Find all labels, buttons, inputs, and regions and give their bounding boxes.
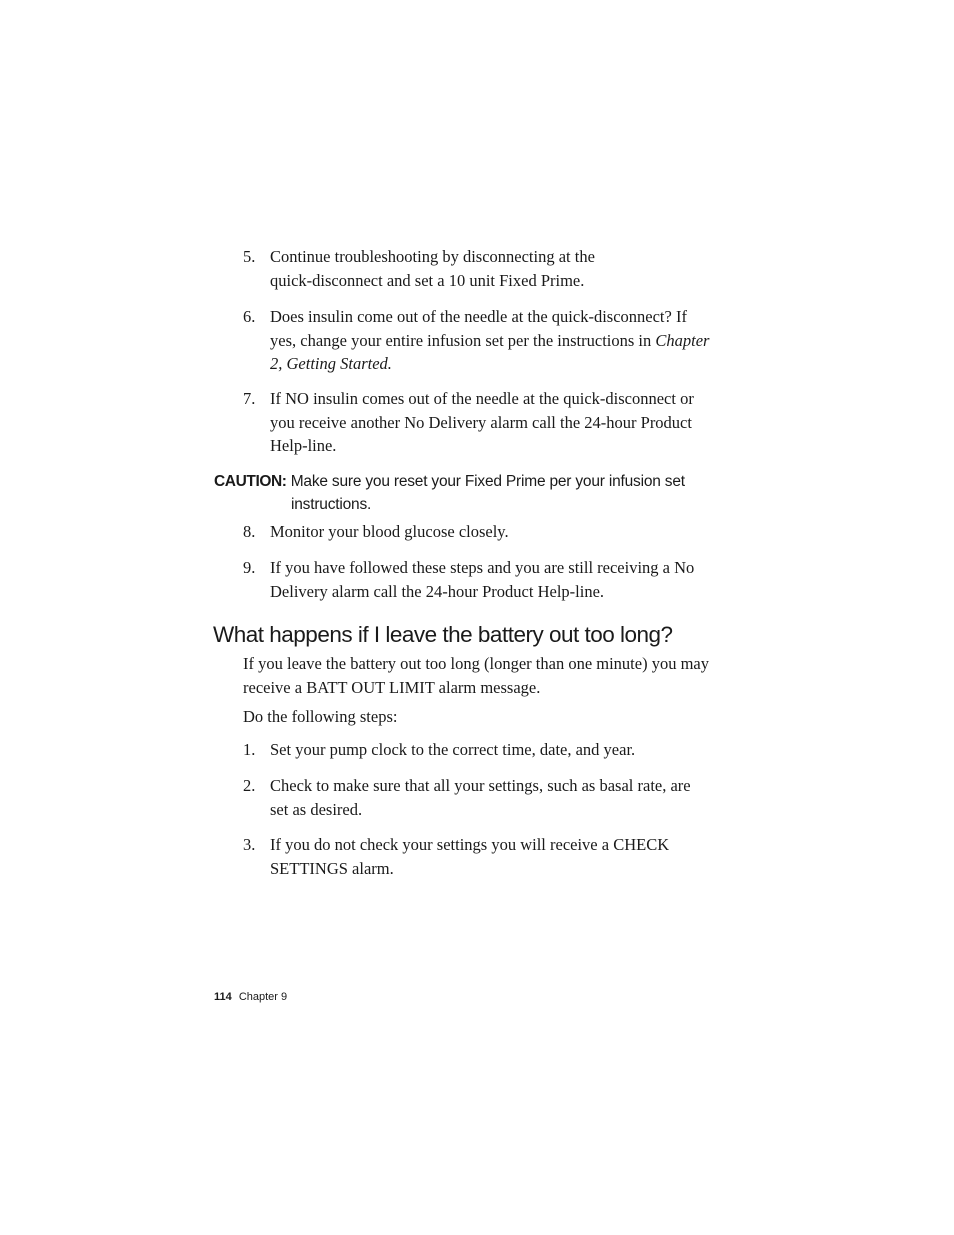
list-item <box>243 556 723 603</box>
step-text: If NO insulin comes out of the needle at the quick-disconnect or you receive another No Delivery alarm call the 24-hour Product Help-line. <box>270 389 694 455</box>
step-number: 9. <box>243 558 256 577</box>
step-text: Does insulin come out of the needle at the quick-disconnect? If yes, change your entire infusion set per the instructions in <box>270 307 687 350</box>
step-text: Check to make sure that all your settings, such as basal rate, are set as desired. <box>270 776 691 819</box>
step-text: If you have followed these steps and you are still receiving a No Delivery alarm call the 24-hour Product Help-line. <box>270 558 695 601</box>
step-number: 5. <box>243 247 256 266</box>
step-number: 1. <box>243 740 256 759</box>
step-text: Continue troubleshooting by disconnecting at the quick-disconnect and set a 10 unit Fixed Prime. <box>270 247 595 290</box>
list-item <box>243 738 723 762</box>
step-number: 8. <box>243 522 256 541</box>
step-text: Monitor your blood glucose closely. <box>270 522 509 541</box>
chapter-label: Chapter 9 <box>238 991 288 1003</box>
list-item <box>243 245 723 292</box>
chapter-reference: Chapter 2, Getting Started. <box>270 330 710 373</box>
list-item <box>243 774 723 821</box>
caution-text-line1: Make sure you reset your Fixed Prime per your infusion set <box>290 473 685 490</box>
step-number: 3. <box>243 835 256 854</box>
list-item <box>243 305 723 376</box>
intro-paragraph: If you leave the battery out too long (longer than one minute) you may receive a BATT OUT LIMIT alarm message. <box>243 654 709 697</box>
caution-text-line2: instructions. <box>291 496 372 513</box>
step-text: If you do not check your settings you will receive a CHECK SETTINGS alarm. <box>270 835 670 878</box>
step-number: 6. <box>243 307 256 326</box>
page-footer <box>214 989 287 1005</box>
lead-paragraph: Do the following steps: <box>243 707 398 726</box>
list-item <box>243 387 723 458</box>
caution-note <box>214 470 734 516</box>
list-item <box>243 833 723 880</box>
step-text: Set your pump clock to the correct time, date, and year. <box>270 740 636 759</box>
caution-label: CAUTION: <box>214 473 287 490</box>
step-number: 2. <box>243 776 256 795</box>
page-number: 114 <box>214 991 232 1003</box>
step-number: 7. <box>243 389 256 408</box>
section-heading: What happens if I leave the battery out too long? <box>213 622 673 647</box>
list-item <box>243 520 723 544</box>
